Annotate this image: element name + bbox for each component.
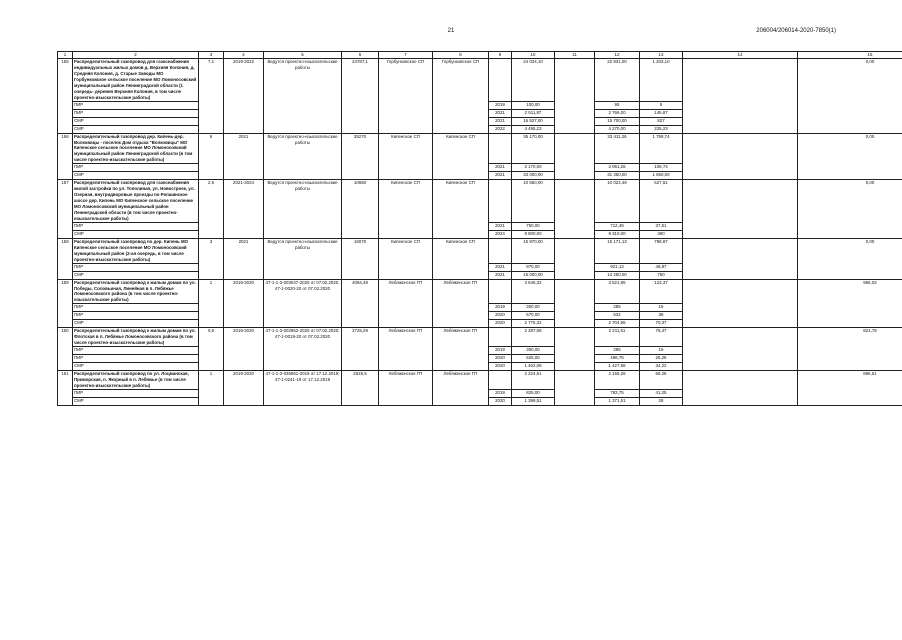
table-body [58,59,902,406]
work-fund: 9 310,00 [595,230,640,238]
cell-fund: 3 521,95 [595,279,640,304]
work-year: 2019 [489,347,512,355]
cell-period: 2021-2024 [224,180,264,239]
work-fund: 4 270,00 [595,125,640,133]
cell-sp2: Кипенское СП [433,133,489,180]
cell-year [489,133,512,164]
cell-col14 [683,279,798,328]
work-type: ПИР [73,101,199,109]
table-row [58,59,902,102]
work-year: 2021 [489,271,512,279]
work-year: 2020 [489,355,512,363]
cell-year [489,238,512,263]
work-total: 2 911,87 [512,109,555,117]
cell-cost: 16070 [342,238,379,279]
column-header: 11 [555,52,595,59]
cell-year [489,328,512,347]
cell-status: Ведутся проектно-изыскательские работы [264,133,342,180]
cell-col14 [683,328,798,371]
cell-total: 2 287,08 [512,328,555,347]
table-row [58,328,902,347]
cell-sp2: Кипенское СП [433,180,489,239]
work-cofin: 827 [640,117,683,125]
work-year: 2020 [489,363,512,371]
cell-cost: 2725,29 [342,328,379,371]
column-header: 9 [489,52,512,59]
work-total: 1 399,51 [512,397,555,405]
cell-fund: 33 411,26 [595,133,640,164]
work-cofin: 750 [640,271,683,279]
cell-col11 [555,133,595,180]
cell-total: 3 645,32 [512,279,555,304]
cell-col15: 821,78 [798,328,902,371]
row-number: 156 [58,133,73,180]
object-name: Распределительный газопровод для газоснабжения индивидуальных жилых домов д. Верхняя Колония, д. Средняя Колония, д. Старые Заводы МО Горбунковское сельское поселение МО Ломоносовский муниципальный район Ленинградской области (1 очередь- деревня Верхняя Колония, в том числе проектно-изыскательские работы) [73,59,199,102]
work-cofin: 145,87 [640,109,683,117]
cell-total: 2 224,51 [512,371,555,390]
cell-total: 15 970,00 [512,238,555,263]
cell-col11 [555,371,595,406]
work-type: СМР [73,363,199,371]
work-year: 2019 [489,101,512,109]
cell-len: 0,6 [199,328,224,371]
column-header: 15 [798,52,902,59]
work-total: 33 000,00 [512,172,555,180]
work-fund: 1 427,86 [595,363,640,371]
cell-len: 3 [199,238,224,279]
table-row [58,133,902,164]
work-cofin: 38 [640,312,683,320]
work-total: 1 462,08 [512,363,555,371]
work-cofin: 41,25 [640,389,683,397]
cell-cost: 4084,48 [342,279,379,328]
row-number: 160 [58,328,73,371]
work-fund: 712,49 [595,222,640,230]
cell-total: 35 170,00 [512,133,555,164]
work-total: 2 775,32 [512,320,555,328]
work-cofin: 5 [640,101,683,109]
work-total: 525,00 [512,355,555,363]
work-cofin: 34,22 [640,363,683,371]
cell-status: 47-1-1-3-035961-2019 от 17.12.2019; 47-1-0241-19 от 17.12.2019 [264,371,342,406]
work-year: 2021 [489,172,512,180]
work-year: 2019 [489,304,512,312]
work-type: СМР [73,320,199,328]
cell-period: 2021 [224,133,264,180]
work-year: 2021 [489,222,512,230]
row-number: 158 [58,238,73,279]
column-header: 14 [683,52,798,59]
column-header: 2 [73,52,199,59]
cell-col14 [683,180,798,239]
cell-col11 [555,59,595,134]
object-name: Распределительный газопровод по дер. Кипень МО Кипенское сельское поселение МО Ломоносовский муниципальный район (2-ая очередь, в том числе проектно-изыскательские работы) [73,238,199,263]
work-fund: 14 250,00 [595,271,640,279]
cell-col15: 896,51 [798,371,902,406]
table-row [58,238,902,263]
column-header: 4 [224,52,264,59]
work-year: 2021 [489,263,512,271]
page-number: 21 [447,28,455,34]
column-header: 1 [58,52,73,59]
work-type: ПИР [73,109,199,117]
work-total: 4 495,23 [512,125,555,133]
cell-len: 6 [199,133,224,180]
work-total: 15 000,00 [512,271,555,279]
work-year: 2021 [489,164,512,172]
work-total: 16 527,00 [512,117,555,125]
work-type: СМР [73,125,199,133]
work-fund: 95 [595,101,640,109]
work-year: 2019 [489,389,512,397]
work-total: 970,00 [512,263,555,271]
cell-sp1: Кипенское СП [379,180,433,239]
cell-sp2: Лебяженское ГП [433,328,489,371]
cell-total: 24 034,10 [512,59,555,102]
work-fund: 2 704,95 [595,320,640,328]
work-cofin: 108,74 [640,164,683,172]
cell-len: 7,1 [199,59,224,134]
work-fund: 498,75 [595,355,640,363]
work-type: ПИР [73,222,199,230]
document-id: 206004/206014-2020-7850(1) [756,28,836,34]
cell-period: 2019-2020 [224,328,264,371]
work-type: ПИР [73,355,199,363]
cell-year [489,371,512,390]
cell-status: Ведутся проектно-изыскательские работы [264,238,342,279]
column-header: 6 [342,52,379,59]
work-cofin: 48,87 [640,263,683,271]
cell-col15: 0,00 [798,133,902,180]
cell-year [489,59,512,102]
work-total: 300,00 [512,304,555,312]
work-fund: 921,13 [595,263,640,271]
column-header: 7 [379,52,433,59]
cell-total: 10 550,00 [512,180,555,223]
cell-col11 [555,279,595,328]
work-type: ПИР [73,389,199,397]
cell-status: 47-1-1-3-002952-2020 от 07.02.2020; 47-1-0019-20 от 07.02.2020 [264,328,342,371]
work-total: 825,00 [512,389,555,397]
table-row [58,180,902,223]
work-fund: 1 371,51 [595,397,640,405]
cell-fund: 2 155,26 [595,371,640,390]
column-header: 3 [199,52,224,59]
work-total: 300,00 [512,347,555,355]
cell-sp1: Лебяженское ГП [379,371,433,406]
column-number-row [58,52,902,59]
row-number: 159 [58,279,73,328]
work-fund: 2 766,00 [595,109,640,117]
work-cofin: 37,51 [640,222,683,230]
cell-year [489,279,512,304]
cell-sp2: Лебяженское ГП [433,279,489,328]
cell-col11 [555,180,595,239]
work-total: 9 800,00 [512,230,555,238]
work-cofin: 1 650,00 [640,172,683,180]
cell-period: 2021 [224,238,264,279]
work-fund: 15 700,00 [595,117,640,125]
work-total: 750,00 [512,222,555,230]
row-number: 155 [58,59,73,134]
cell-sp1: Лебяженское ГП [379,328,433,371]
cell-period: 2019-2022 [224,59,264,134]
cell-col14 [683,133,798,180]
cell-col15: 0,00 [798,238,902,279]
column-header: 13 [640,52,683,59]
cell-sp1: Кипенское СП [379,238,433,279]
work-fund: 285 [595,304,640,312]
table-row [58,279,902,304]
cell-col14 [683,59,798,134]
work-type: СМР [73,117,199,125]
work-cofin: 70,37 [640,320,683,328]
cell-cofin: 1 203,10 [640,59,683,102]
object-name: Распределительный газопровод для газоснабжения жилой застройки по ул. Тополиная, ул. Новостроек, ул. Озерная, внутридворовые проезды по Ропшинское шоссе дер. Кипень МО Кипенское сельское поселение МО Ломоносовский муниципальный район Ленинградской области (в том числе проектно-изыскательские работы) [73,180,199,223]
work-fund: 2 061,26 [595,164,640,172]
cell-cost: 35270 [342,133,379,180]
work-cofin: 15 [640,347,683,355]
cell-status: 47-1-1-3-003047-2020 от 07.02.2020, 47-1-0020-20 от 07.02.2020 [264,279,342,328]
work-year: 2020 [489,397,512,405]
work-type: СМР [73,397,199,405]
column-header: 10 [512,52,555,59]
cell-sp2: Горбунковское СП [433,59,489,134]
work-cofin: 28 [640,397,683,405]
cell-period: 2019-2020 [224,279,264,328]
cell-col11 [555,328,595,371]
cell-cofin: 69,25 [640,371,683,390]
cell-len: 1 [199,279,224,328]
work-cofin: 26,25 [640,355,683,363]
work-year: 2021 [489,109,512,117]
cell-cost: 2625,5 [342,371,379,406]
cell-sp1: Лебяженское ГП [379,279,433,328]
cell-fund: 15 171,13 [595,238,640,263]
cell-col15: 0,00 [798,180,902,239]
work-cofin: 490 [640,230,683,238]
object-name: Распределительный газопровод к жилым домам по ул. Флотская в п. Лебяжье Ломоносовского района (в том числе проектно-изыскательские работы) [73,328,199,347]
work-type: ПИР [73,347,199,355]
column-header: 5 [264,52,342,59]
work-fund: 31 350,00 [595,172,640,180]
work-year: 2020 [489,320,512,328]
work-cofin: 225,23 [640,125,683,133]
cell-period: 2019-2020 [224,371,264,406]
column-header: 12 [595,52,640,59]
object-name: Распределительный газопровод дер. Кипень-дер. Волковицы - поселок Дом отдыха "Волковицы" МО Кипенское сельское поселение МО Ломоносовский муниципальный район Ленинградской области (в том числе проектно-изыскательские работы) [73,133,199,164]
cell-cofin: 75,47 [640,328,683,347]
work-type: ПИР [73,263,199,271]
work-type: ПИР [73,164,199,172]
cell-len: 1 [199,371,224,406]
work-type: ПИР [73,312,199,320]
work-cofin: 15 [640,304,683,312]
cell-col14 [683,371,798,406]
cell-cost: 10650 [342,180,379,239]
work-total: 100,00 [512,101,555,109]
cell-sp2: Лебяженское ГП [433,371,489,406]
object-name: Распределительный газопровод к жилым домам по ул. Победы, Соловьиная, Линейная в п. Лебяжье Ломоносовского района (в том числе проектно-изыскательские работы) [73,279,199,304]
work-type: СМР [73,230,199,238]
cell-len: 2,5 [199,180,224,239]
cell-col11 [555,238,595,279]
cell-col14 [683,238,798,279]
cell-sp2: Кипенское СП [433,238,489,279]
cell-cost: 24787,1 [342,59,379,134]
cell-fund: 22 831,00 [595,59,640,102]
row-number: 161 [58,371,73,406]
cell-sp1: Горбунковское СП [379,59,433,134]
cell-col15: 966,02 [798,279,902,328]
cell-year [489,180,512,223]
work-type: ПИР [73,304,199,312]
row-number: 157 [58,180,73,239]
work-year: 2020 [489,312,512,320]
gas-pipeline-table [57,51,902,406]
cell-fund: 10 022,49 [595,180,640,223]
cell-col15: 0,00 [798,59,902,134]
cell-cofin: 1 758,74 [640,133,683,164]
cell-status: Ведутся проектно-изыскательские работы [264,59,342,134]
cell-cofin: 798,87 [640,238,683,263]
work-total: 2 170,00 [512,164,555,172]
work-type: СМР [73,271,199,279]
cell-status: Ведутся проектно-изыскательские работы [264,180,342,239]
cell-cofin: 123,37 [640,279,683,304]
work-total: 570,00 [512,312,555,320]
work-year: 2024 [489,230,512,238]
object-name: Распределительный газопровод по ул. Лоцманская, Приморская, п. Якорный в п. Лебяжье (в том числе проектно-изыскательские работы) [73,371,199,390]
cell-fund: 2 211,61 [595,328,640,347]
work-fund: 783,75 [595,389,640,397]
work-year: 2022 [489,125,512,133]
work-fund: 285 [595,347,640,355]
work-year: 2021 [489,117,512,125]
cell-sp1: Кипенское СП [379,133,433,180]
work-type: СМР [73,172,199,180]
column-header: 8 [433,52,489,59]
work-fund: 532 [595,312,640,320]
cell-cofin: 527,51 [640,180,683,223]
table-row [58,371,902,390]
